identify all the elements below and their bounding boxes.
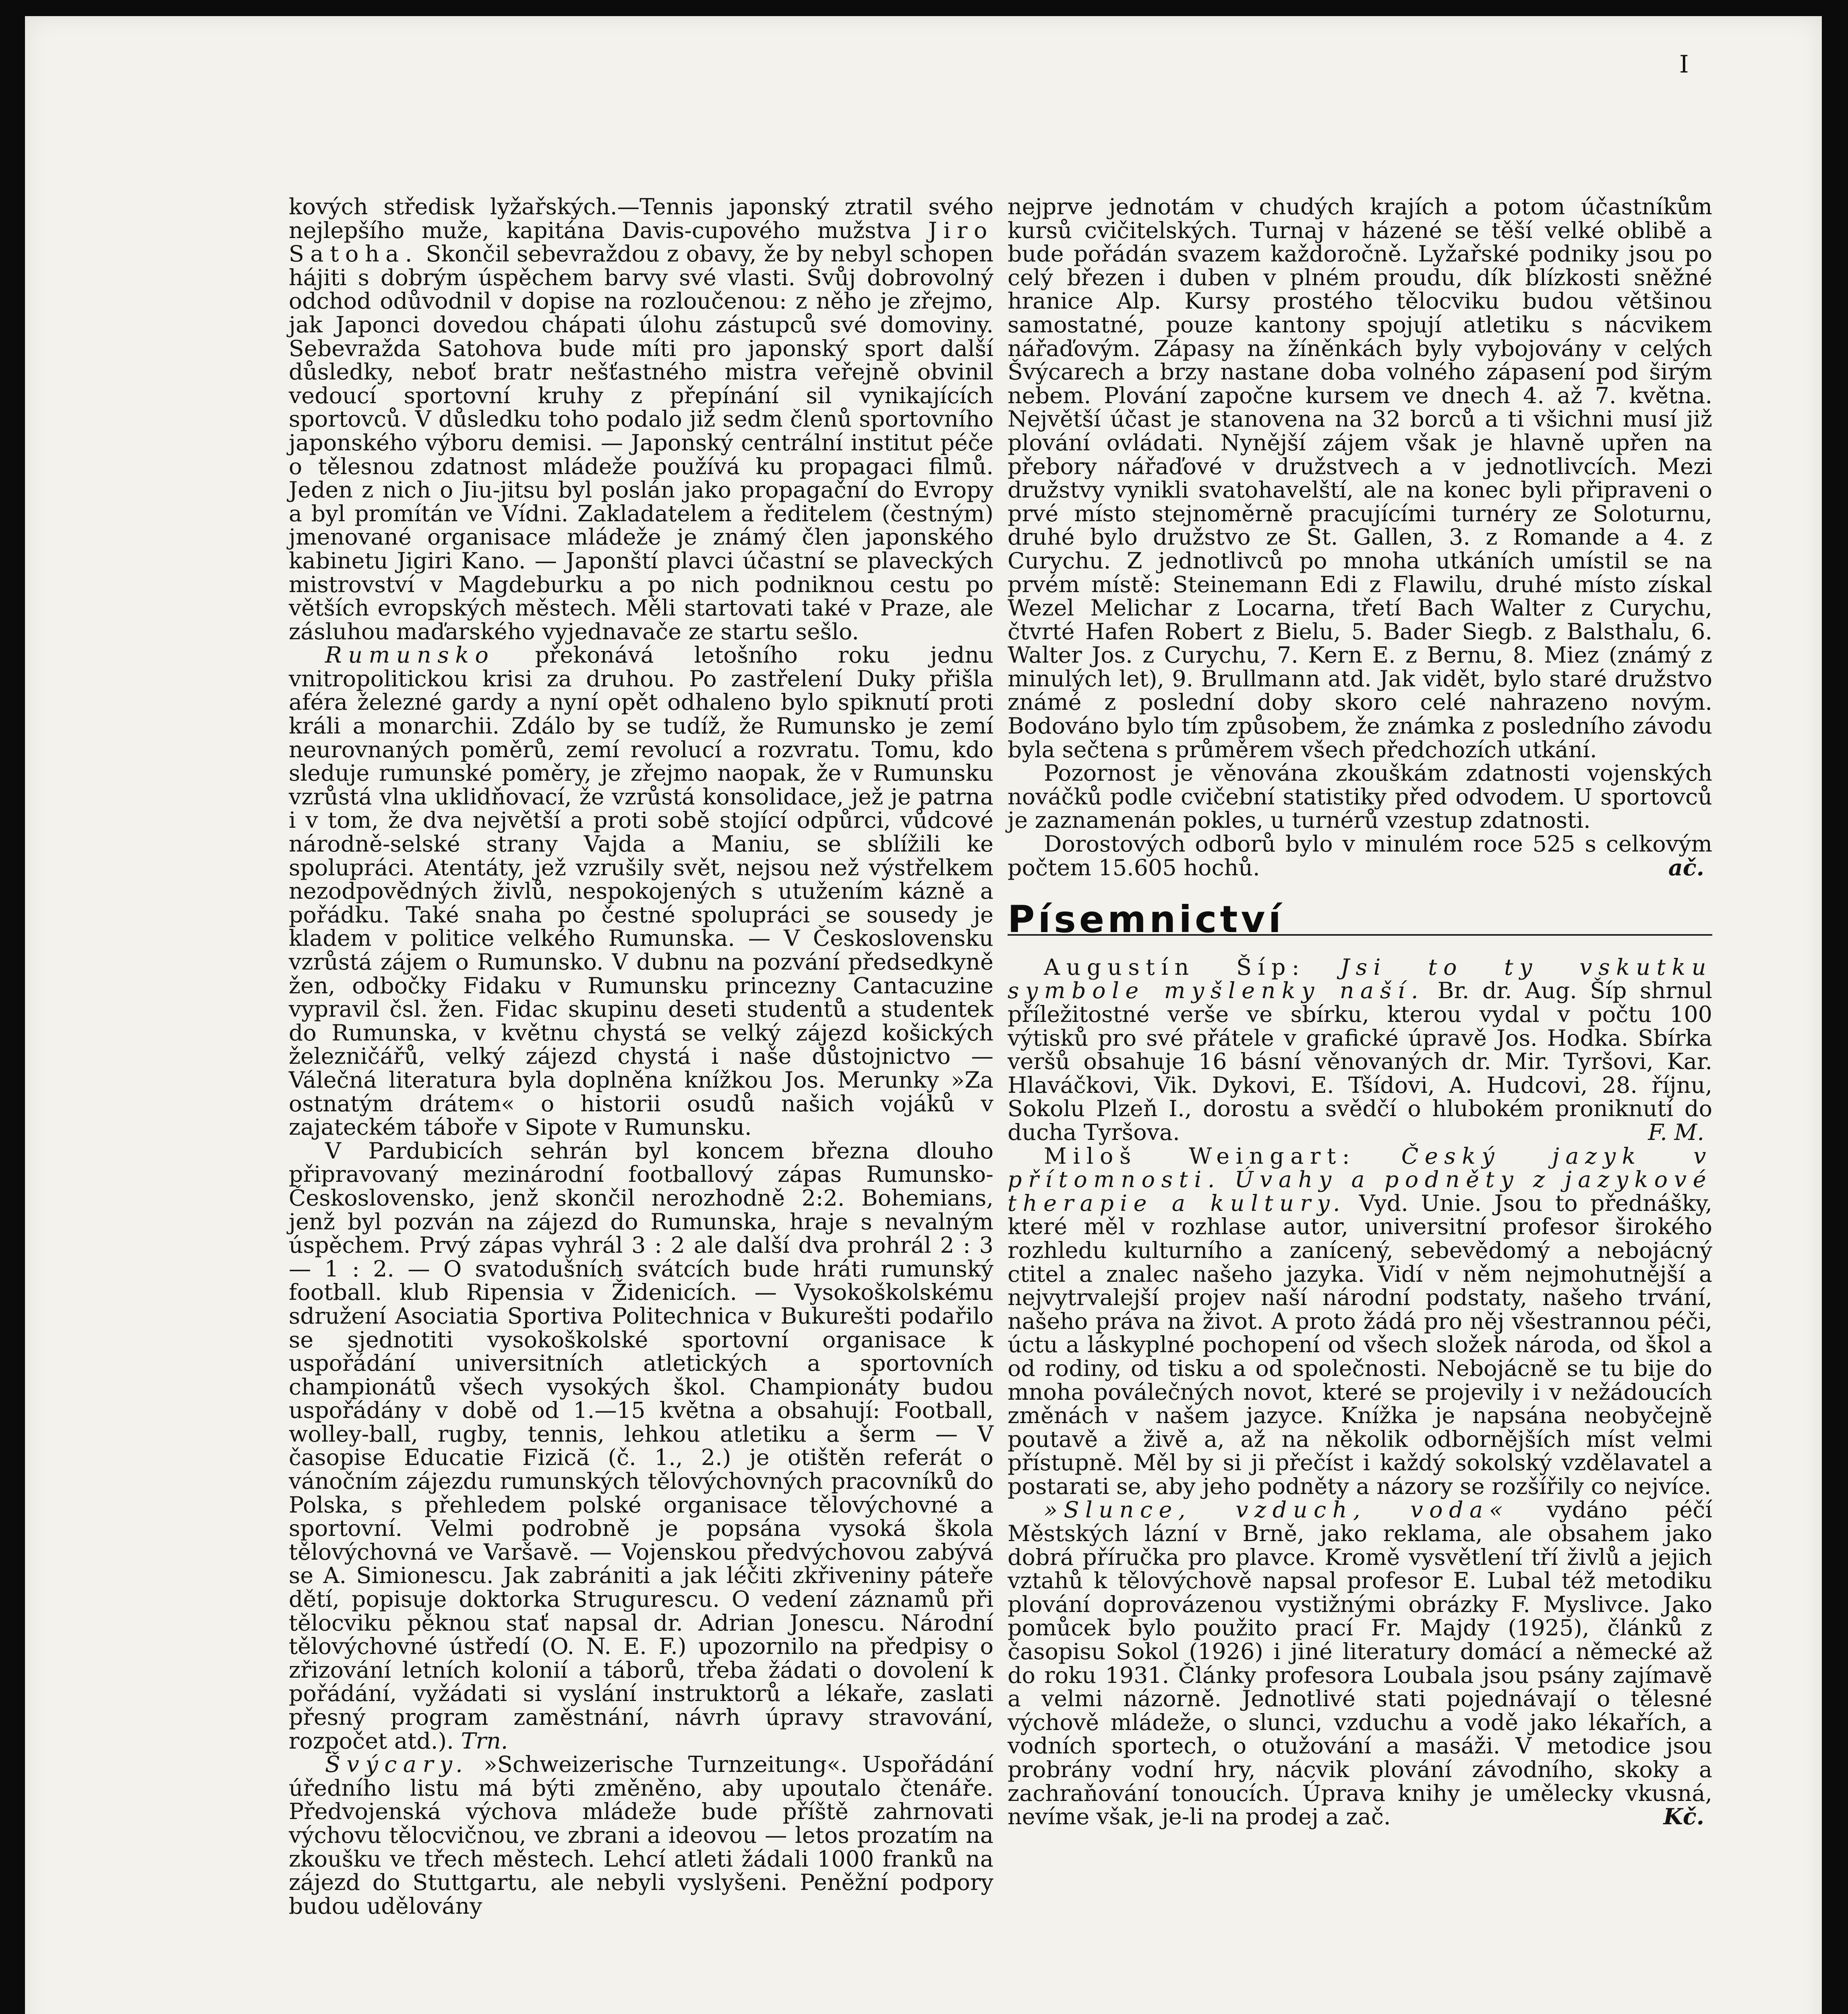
paragraph-text: překonává letošního roku jednu vnitropolitickou krisi za druhou. Po zastřelení Duky přišla aféra železné gardy a nyní opět odhaleno bylo spiknutí proti králi a monarchii. Zdálo by se tudíž, že Rumunsko je zemí neurovnaných poměrů, zemí revolucí a rozvratu. Tomu, kdo sleduje rumunské poměry, je zřejmo naopak, že v Rumunsku vzrůstá vlna uklidňovací, že vzrůstá konsolidace, jež je patrna i v tom, že dva největší a proti sobě stojící odpůrci, vůdcové národně-selské strany Vajda a Maniu, se sblížili ke spolupráci. Atentáty, jež vzrušily svět, nejsou než výstřelkem nezodpovědných živlů, nespokojených s utužením kázně a pořádku. Také snaha po čestné spolupráci se sousedy je kladem v politice velkého Rumunska. — V Československu vzrůstá zájem o Rumunsko. V dubnu na pozvání předsedkyně žen, odbočky Fidaku v Rumunsku princezny Cantacuzine vypravil čsl. žen. Fidac skupinu deseti studentů a studentek do Rumunska, v květnu chystá se velký zájezd košických železničářů, velký zájezd chystá i naše důstojnictvo — Válečná literatura byla doplněna knížkou Jos. Merunky »Za ostnatým drátem« o historii osudů našich vojáků v zajateckém táboře v Sipote v Rumunsku. xyxy=(289,642,993,1141)
review-title: Český jazyk v přítomnosti. Úvahy a podněty z jazykové therapie a kultury. xyxy=(1008,1143,1712,1216)
paragraph-text: kových středisk lyžařských.—Tennis japonský ztratil svého nejlepšího muže, kapitána Davis-cupového mužstva xyxy=(289,194,993,244)
paragraph-text: nejprve jednotám v chudých krajích a potom účastníkům kursů cvičitelských. Turnaj v házené se těší velké oblibě a bude pořádán svazem každoročně. Lyžařské podniky jsou po celý březen i duben v plném proudu, dík blízkosti sněžné hranice Alp. Kursy prostého tělocviku budou většinou samostatné, pouze kantony spojují atletiku s nácvikem nářaďovým. Zápasy na žíněnkách byly vybojovány v celých Švýcarech a brzy nastane doba volného zápasení pod širým nebem. Plování započne kursem ve dnech 4. až 7. května. Největší účast je stanovena na 32 borců a ti všichni musí již plování ovládati. Nynější zájem však je hlavně upřen na přebory nářaďové v družstvech a v jednotlivcích. Mezi družstvy vynikli svatohavelští, ale na konec byli připraveni o prvé místo stejnoměrně pracujícími turnéry ze Soloturnu, druhé bylo družstvo ze St. Gallen, 3. z Romande a 4. z Curychu. Z jednotlivců po mnoha utkáních umístil se na prvém místě: Steinemann Edi z Flawilu, druhé místo získal Wezel Melichar z Locarna, třetí Bach Walter z Curychu, čtvrté Hafen Robert z Bielu, 5. Bader Siegb. z Balsthalu, 6. Walter Jos. z Curychu, 7. Kern E. z Bernu, 8. Miez (známý z minulých let), 9. Brullmann atd. Jak vidět, bylo staré družstvo známé z poslední doby skoro celé nahrazeno novým. Bodováno bylo tím způsobem, že známka z posledního závodu byla sečtena s průměrem všech předchozích utkání. xyxy=(1008,194,1712,763)
review-author: Miloš Weingart: xyxy=(1044,1143,1356,1169)
author-signature: ač. xyxy=(1668,854,1704,881)
paragraph-pardubice xyxy=(289,1140,993,1753)
review-text: Vyd. Unie. Jsou to přednášky, které měl v rozhlase autor, universitní profesor širokého rozhledu kulturního a zanícený, sebevědomý a nebojácný ctitel a znalec našeho jazyka. Vidí v něm nejmohutnější a nejvytrvalejší projev naší národní podstaty, našeho trvání, našeho práva na život. A proto žádá pro něj všestrannou péči, úctu a láskyplné pochopení od všech složek národa, od škol a od rodiny, od tisku a od společnosti. Nebojácně se tu bije do mnoha poválečných novot, které se projevily i v nežádoucích změnách v našem jazyce. Knížka je napsána neobyčejně poutavě a živě a, až na několik odbornějších míst velmi přístupně. Měl by si ji přečíst i každý sokolský vzdělavatel a postarati se, aby jeho podněty a názory se rozšířily co nejvíce. xyxy=(1008,1190,1712,1500)
right-column xyxy=(1008,195,1712,1829)
review-text: Br. dr. Aug. Šíp shrnul příležitostné verše ve sbírku, kterou vydal v počtu 100 výtisků pro své přátele v grafické úpravě Jos. Hodka. Sbírka veršů obsahuje 16 básní věnovaných dr. Mir. Tyršovi, Kar. Hlaváčkovi, Vik. Dykovi, E. Tšídovi, A. Hudcovi, 28. říjnu, Sokolu Plzeň I., dorostu a svědčí o hlubokém proniknutí do ducha Tyršova. xyxy=(1008,978,1712,1146)
country-lead: Rumunsko xyxy=(325,642,495,669)
paragraph-swiss-continued xyxy=(1008,195,1712,762)
review-weingart xyxy=(1008,1145,1712,1499)
folio-mark: I xyxy=(1679,50,1689,79)
journal-page xyxy=(25,16,1822,2014)
author-signature: Trn. xyxy=(461,1728,508,1754)
paragraph-recruits xyxy=(1008,762,1712,833)
author-signature: F. M. xyxy=(1648,1119,1704,1146)
paragraph-text: Dorostových odborů bylo v minulém roce 525 s celkovým počtem 15.605 hochů. xyxy=(1008,831,1712,881)
country-lead: Švýcary. xyxy=(325,1751,469,1778)
left-column xyxy=(289,195,993,1918)
paragraph-youth xyxy=(1008,833,1712,880)
paragraph-text: Pozornost je věnována zkouškám zdatnosti vojenských nováčků podle cvičební statistiky před odvodem. U sportovců je zaznamenán pokles, u turnérů vzestup zdatnosti. xyxy=(1008,760,1712,834)
review-sip xyxy=(1008,956,1712,1145)
paragraph-text: V Pardubicích sehrán byl koncem března dlouho připravovaný mezinárodní footballový zápas Rumunsko-Československo, jenž skončil nerozhodně 2:2. Bohemians, jenž byl pozván na zájezd do Rumunska, hraje s nevalným úspěchem. Prvý zápas vyhrál 3 : 2 ale další dva prohrál 2 : 3 — 1 : 2. — O svatodušních svátcích bude hráti rumunský football. klub Ripensia v Židenicích. — Vysokoškolskému sdružení Asociatia Sportiva Politechnica v Bukurešti podařilo se sjednotiti vysokoškolské sportovní organisace k uspořádání universitních atletických a sportovních championátů všech vysokých škol. Championáty budou uspořádány v době od 1.—15 května a obsahují: Football, wolley-ball, rugby, tennis, lehkou atletiku a šerm — V časopise Educatie Fizică (č. 1., 2.) je otištěn referát o vánočním zájezdu rumunských tělovýchovných pracovníků do Polska, s přehledem polské organisace tělovýchovné a sportovní. Velmi podrobně je popsána vysoká škola tělovýchovná ve Varšavě. — Vojenskou předvýchovou zabývá se A. Simionescu. Jak zabrániti a jak léčiti zkřiveniny páteře dětí, popisuje doktorka Strugurescu. O vedení záznamů při tělocviku pěknou stať napsal dr. Adrian Jonescu. Národní tělovýchovné ústředí (O. N. E. F.) upozornilo na předpisy o zřizování letních kolonií a táborů, třeba žádati o dovolení k pořádání, vyžádati si vyslání instruktorů a lékaře, zaslati přesný program zaměstnání, návrh úpravy stravování, rozpočet atd.). xyxy=(289,1138,993,1754)
review-author: Augustín Šíp: xyxy=(1044,954,1306,980)
paragraph-text: »Schweizerische Turnzeitung«. Uspořádání úředního listu má býti změněno, aby upoutalo čtenáře. Předvojenská výchova mládeže bude příště zahrnovati výchovu tělocvičnou, ve zbrani a ideovou — letos prozatím na zkoušku ve třech městech. Lehcí atleti žádali 1000 franků na zájezd do Stuttgartu, ale nebyli vyslyšeni. Peněžní podpory budou udělovány xyxy=(289,1751,993,1919)
paragraph-switzerland xyxy=(289,1753,993,1918)
author-signature: Kč. xyxy=(1663,1804,1704,1830)
paragraph-romania xyxy=(289,644,993,1139)
review-text: vydáno péčí Městských lázní v Brně, jako reklama, ale obsahem jako dobrá příručka pro plavce. Kromě vysvětlení tří živlů a jejich vztahů k tělovýchově napsal profesor E. Lubal též metodiku plování doprovázenou vystižnými obrázky F. Myslivce. Jako pomůcek bylo použito prací Fr. Majdy (1925), článků z časopisu Sokol (1926) i jiné literatury domácí a německé až do roku 1931. Články profesora Loubala jsou psány zajímavě a velmi názorně. Jednotlivé stati pojednávají o tělesné výchově mládeže, o slunci, vzduchu a vodě jako lékařích, a vodních sportech, o otužování a masáži. V metodice jsou probrány vodní hry, nácvik plování závodního, skoky a zachraňování tonoucích. Úprava knihy je umělecky vkusná, nevíme však, je-li na prodej a zač. xyxy=(1008,1497,1712,1830)
person-name: Jiro Satoha. xyxy=(289,217,993,267)
review-slunce xyxy=(1008,1498,1712,1829)
review-title: »Slunce, vzduch, voda« xyxy=(1044,1497,1509,1523)
review-title: Jsi to ty vskutku symbole myšlenky naší. xyxy=(1008,954,1712,1004)
paragraph-text: Skončil sebevraždou z obavy, že by nebyl schopen hájiti s dobrým úspěchem barvy své vlasti. Svůj dobrovolný odchod odůvodnil v dopise na rozloučenou: z něho je zřejmo, jak Japonci dovedou chápati úlohu zástupců své domoviny. Sebevražda Satohova bude míti pro japonský sport další důsledky, neboť bratr nešťastného mistra veřejně obvinil vedoucí sportovní kruhy z přepínání sil vynikajících sportovců. V důsledku toho podalo již sedm členů sportovního japonského výboru demisi. — Japonský centrální institut péče o tělesnou zdatnost mládeže používá ku propagaci filmů. Jeden z nich o Jiu-jitsu byl poslán jako propagační do Evropy a byl promítán ve Vídni. Zakladatelem a ředitelem (čestným) jmenované organisace mládeže je známý člen japonského kabinetu Jigiri Kano. — Japonští plavci účastní se plaveckých mistrovství v Magdeburku a po nich podniknou cestu po větších evropských městech. Měli startovati také v Praze, ale zásluhou maďarského vyjednavače ze startu sešlo. xyxy=(289,241,993,645)
paragraph-japan-sport xyxy=(289,195,993,644)
section-title: Písemnictví xyxy=(1008,908,1712,936)
